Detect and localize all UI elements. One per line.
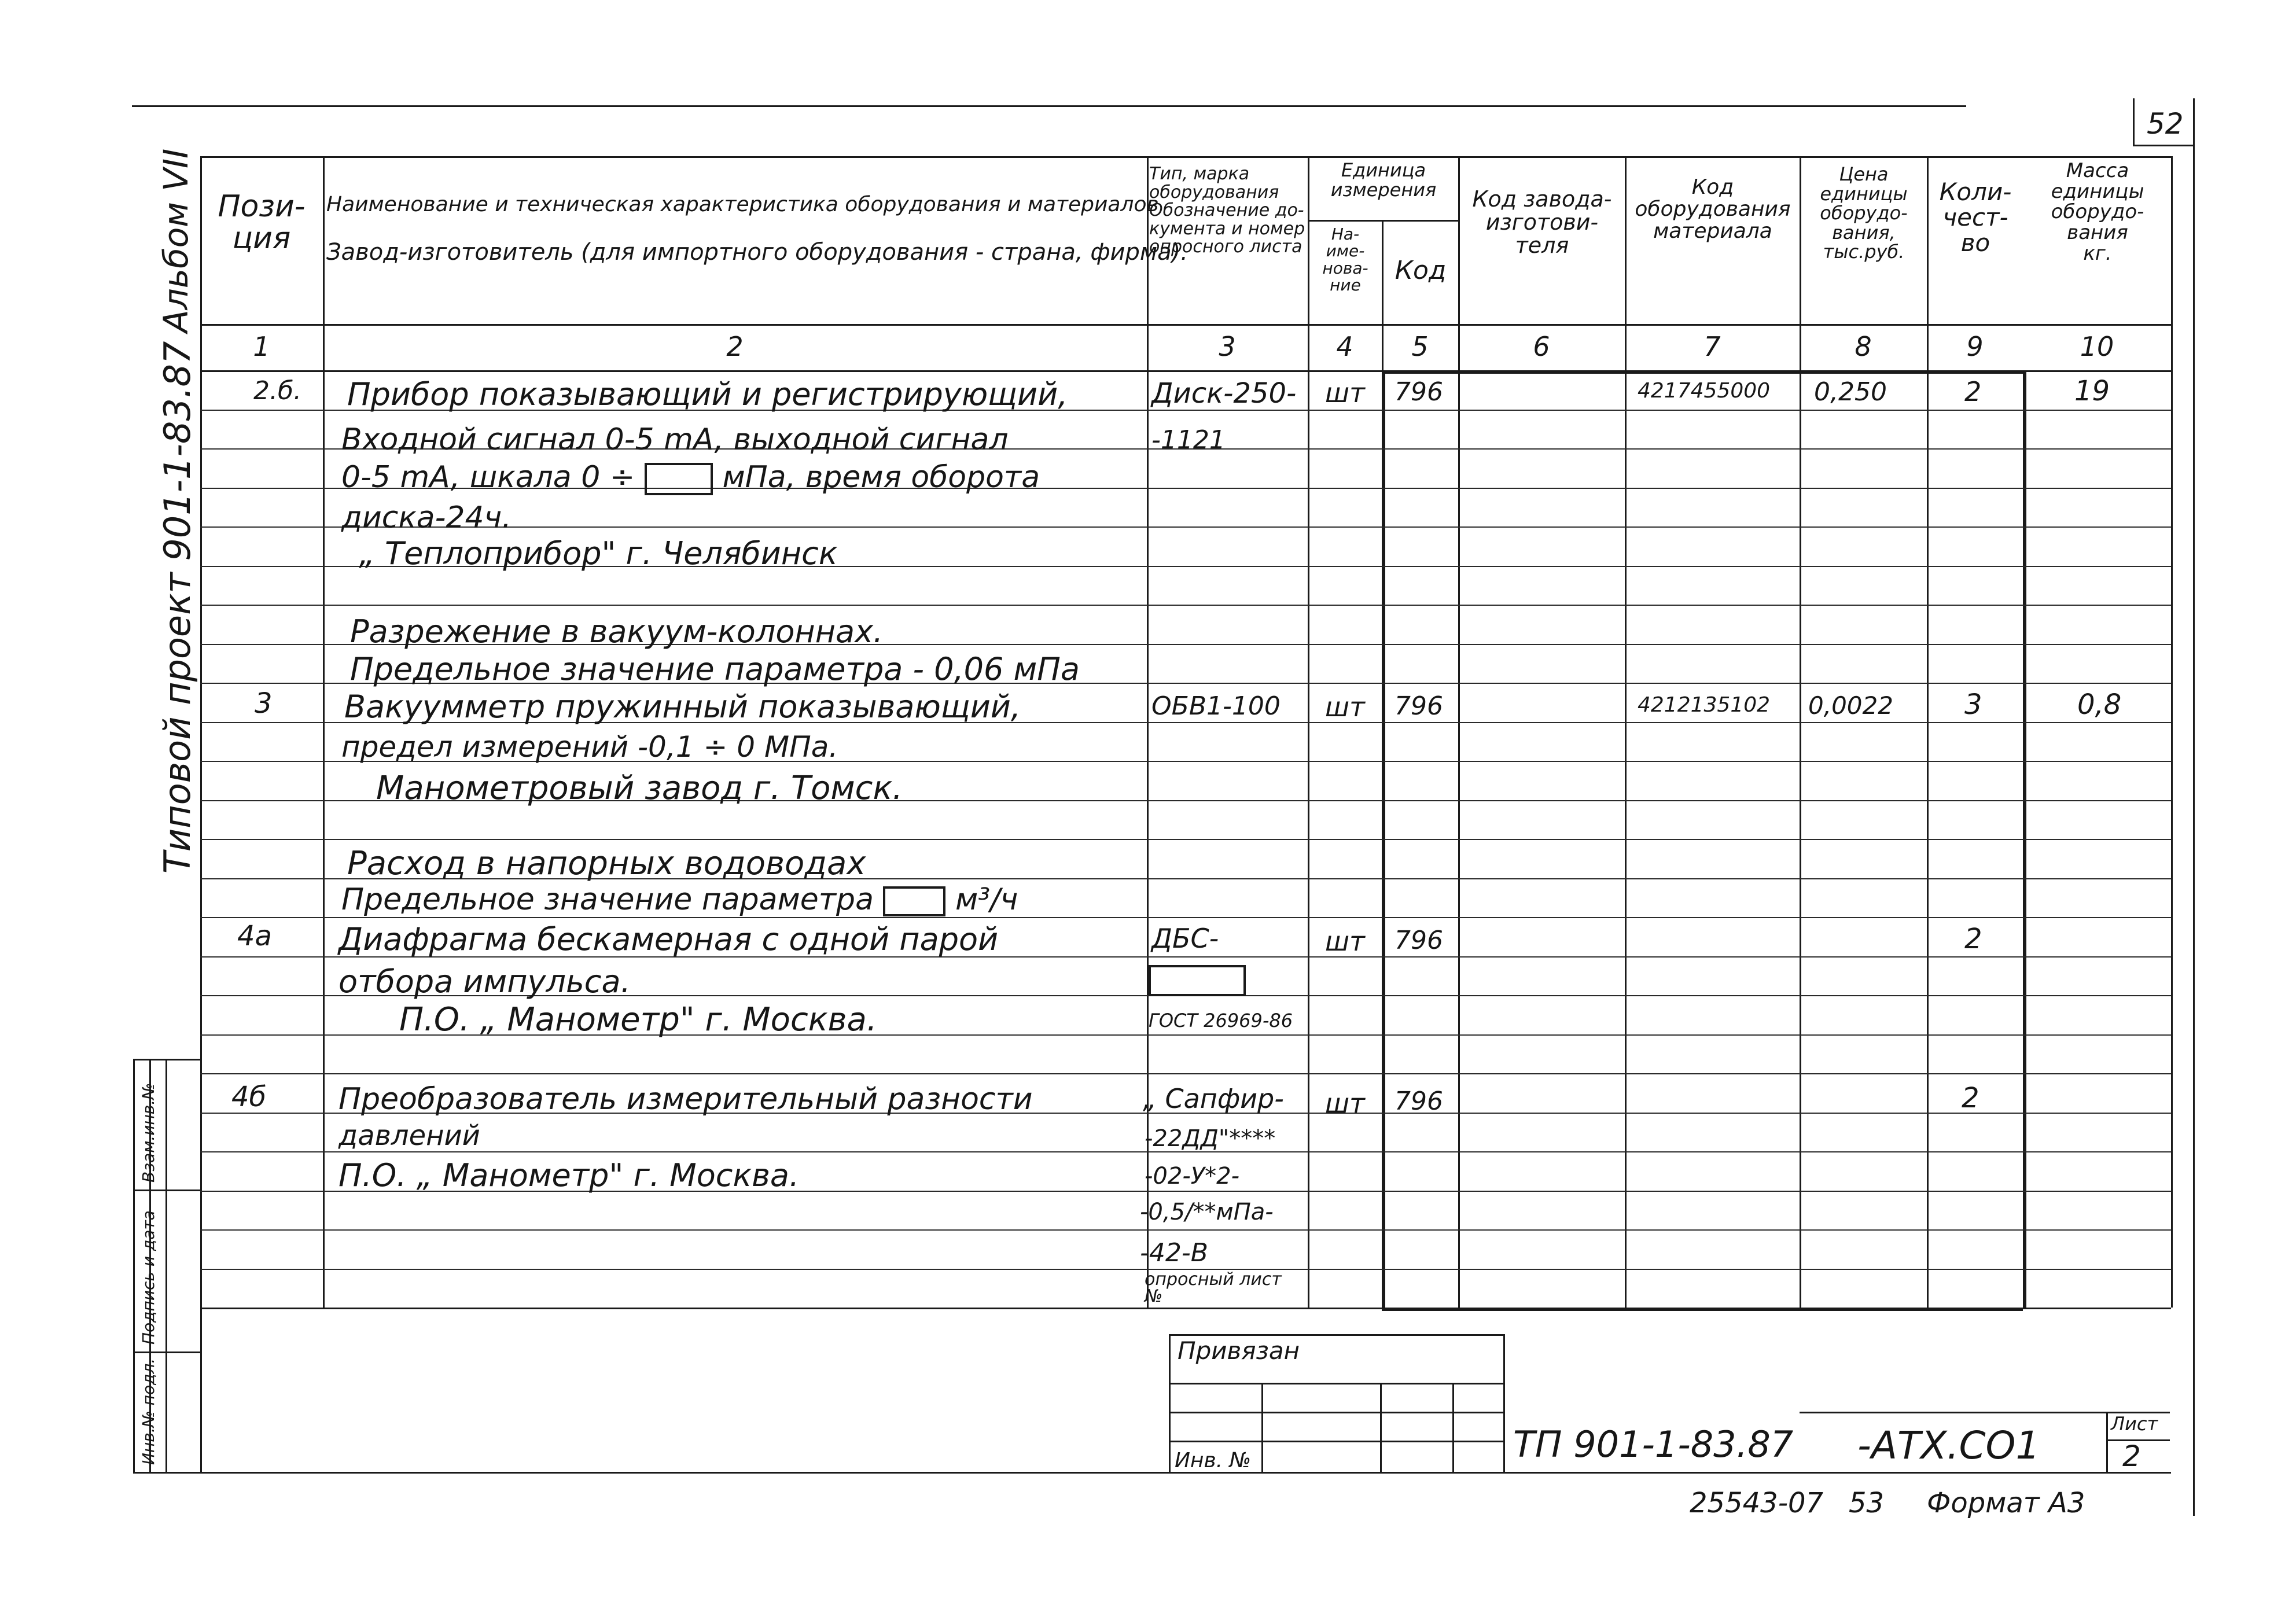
row11-name: Манометровый завод г. Томск. (376, 769, 903, 807)
top-rule (132, 105, 1966, 107)
row1-equipment-code: 4217455000 (1638, 379, 1771, 403)
header-name-line2: Завод-изготовитель (для импортного оборудования - страна, фирма). (326, 239, 1188, 266)
row1-position: 2.б. (253, 376, 302, 406)
row15-type: ДБС- (1151, 923, 1219, 954)
row14-name-post: м³/ч (955, 882, 1018, 917)
row1-name: Прибор показывающий и регистрирующий, (347, 376, 1068, 413)
row15-code: 796 (1394, 926, 1443, 955)
page-number-box-left (2133, 98, 2135, 146)
row9-code: 796 (1394, 691, 1443, 721)
row5-name: „ Теплоприбор" г. Челябинск (359, 535, 838, 572)
row3-name-pre: 0-5 mA, шкала 0 ÷ (341, 460, 635, 495)
format-label: Формат А3 (1927, 1487, 2085, 1519)
row9-name: Вакуумметр пружинный показывающий, (344, 688, 1021, 725)
row22-type: -0,5/**мПа- (1140, 1199, 1274, 1225)
row1-unit: шт (1325, 377, 1365, 408)
row19-unit: шт (1325, 1088, 1365, 1119)
project-label: Типовой проект 901-1-83.87 (156, 341, 198, 874)
colnum-2: 2 (726, 331, 744, 362)
stamp-signature-date: Подпись и дата (139, 1210, 158, 1345)
row15-name: Диафрагма бескамерная с одной парой (338, 921, 999, 958)
row9-mass: 0,8 (2077, 688, 2122, 721)
row-rule (200, 917, 2171, 918)
row1-type: Диск-250- (1151, 377, 1297, 410)
page-number: 52 (2147, 107, 2184, 141)
row17-name: П.О. „ Манометр" г. Москва. (399, 1001, 877, 1039)
header-factory-code: Код завода- изготови- теля (1472, 186, 1612, 258)
row2-type: -1121 (1151, 425, 1226, 455)
row9-equipment-code: 4212135102 (1638, 693, 1771, 717)
row2-name: Входной сигнал 0-5 mA, выходной сигнал (341, 422, 1009, 457)
header-unit-group: Единица измерения (1330, 159, 1437, 201)
header-position: Пози- ция (218, 189, 306, 256)
footer-page: 53 (1849, 1487, 1885, 1519)
sheet-number: 2 (2122, 1439, 2141, 1473)
row14-name (341, 882, 1018, 917)
row19-code: 796 (1394, 1087, 1443, 1116)
row24-type: опросный лист № (1145, 1269, 1282, 1306)
row1-price: 0,250 (1814, 377, 1887, 407)
row13-name: Расход в напорных водоводах (347, 845, 866, 882)
row3-name (341, 460, 1040, 495)
header-price: Цена единицы оборудо- вания, тыс.руб. (1820, 163, 1908, 263)
document-suffix: -АТХ.СО1 (1857, 1423, 2040, 1468)
row15-quantity: 2 (1964, 923, 1982, 955)
row20-type: -22ДД"**** (1145, 1125, 1276, 1152)
row21-type: -02-У*2- (1145, 1163, 1240, 1190)
page-number-box-bottom (2133, 145, 2193, 146)
row7-name: Разрежение в вакуум-колоннах. (350, 613, 884, 650)
colnum-10: 10 (2080, 331, 2114, 362)
row17-type: ГОСТ 26969-86 (1149, 1010, 1293, 1032)
document-code: ТП 901-1-83.87 (1513, 1423, 1794, 1465)
header-unit-code: Код (1394, 256, 1447, 285)
row-rule (200, 605, 2171, 606)
row8-name: Предельное значение параметра - 0,06 мПа (350, 651, 1080, 687)
header-unit-name: На- име- нова- ние (1322, 224, 1368, 295)
header-equipment-code: Код оборудования материала (1635, 175, 1791, 243)
colnum-4: 4 (1336, 331, 1353, 362)
type-blank-box (1149, 965, 1246, 996)
blank-box (883, 886, 945, 916)
header-name-line1: Наименование и техническая характеристика оборудования и материалов (326, 193, 1159, 216)
blank-box (645, 463, 713, 495)
stamp-inv: Инв. № (1175, 1449, 1252, 1472)
header-type: Тип, марка оборудования Обозначение до- кумента и номер опросного листа (1149, 164, 1305, 257)
header-quantity: Коли- чест- во (1939, 178, 2012, 257)
row23-type: -42-В (1140, 1238, 1208, 1268)
order-number: 25543-07 (1690, 1487, 1824, 1519)
row9-unit: шт (1325, 691, 1365, 723)
row15-unit: шт (1325, 926, 1365, 957)
row19-type: „ Сапфир- (1143, 1083, 1284, 1114)
colnum-3: 3 (1219, 331, 1236, 362)
colnum-6: 6 (1533, 331, 1550, 362)
header-mass: Масса единицы оборудо- вания кг. (2051, 159, 2144, 265)
row-rule (200, 1073, 2171, 1074)
row4-name: диска-24ч. (341, 500, 512, 535)
row1-quantity: 2 (1964, 376, 1982, 407)
right-border-line (2193, 98, 2195, 1516)
row10-name: предел измерений -0,1 ÷ 0 МПа. (341, 730, 838, 764)
row9-type: ОБВ1-100 (1151, 691, 1281, 721)
row-rule (200, 839, 2171, 840)
stamp-privyazan: Привязан (1178, 1336, 1300, 1365)
stamp-inv-orig: Инв.№ подл. (139, 1358, 158, 1465)
row19-quantity: 2 (1962, 1082, 1979, 1114)
row14-name-pre: Предельное значение параметра (341, 882, 874, 917)
row19-position: 4б (231, 1081, 267, 1113)
row1-mass: 19 (2074, 375, 2110, 407)
row9-quantity: 3 (1964, 688, 1982, 721)
row9-price: 0,0022 (1808, 691, 1893, 720)
row15-position: 4а (237, 920, 272, 952)
colnum-8: 8 (1855, 331, 1872, 362)
row-rule (200, 1229, 2171, 1231)
colnum-9: 9 (1966, 331, 1984, 362)
row3-name-post: мПа, время оборота (722, 460, 1040, 495)
album-label: Альбом VII (156, 148, 196, 333)
sheet-label: Лист (2111, 1413, 2158, 1435)
stamp-replaced-inv: Взам.инв.№ (139, 1082, 158, 1183)
row1-code: 796 (1394, 377, 1443, 407)
row21-name: П.О. „ Манометр" г. Москва. (338, 1157, 800, 1194)
row16-name: отбора импульса. (338, 963, 631, 1000)
colnum-1: 1 (253, 331, 270, 362)
colnum-5: 5 (1411, 331, 1429, 362)
row20-name: давлений (338, 1120, 480, 1152)
colnum-7: 7 (1703, 331, 1721, 362)
row19-name: Преобразователь измерительный разности (338, 1082, 1033, 1117)
row9-position: 3 (255, 687, 273, 720)
